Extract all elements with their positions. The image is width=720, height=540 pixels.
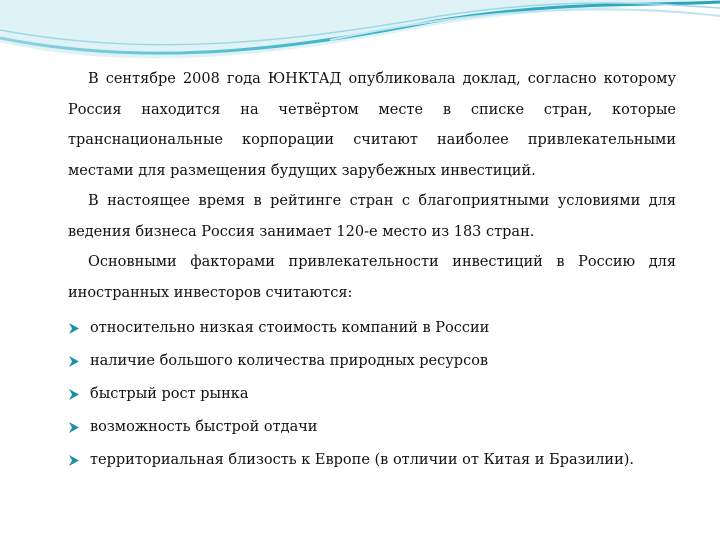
factors-list [68, 312, 676, 477]
list-item-text: наличие большого количества природных ресурсов [90, 353, 489, 369]
list-item [68, 444, 676, 477]
arrow-bullet-icon [68, 322, 80, 335]
slide-content [68, 64, 676, 477]
paragraph-unctad-report: В сентябре 2008 года ЮНКТАД опубликовала доклад, согласно которому Россия находится на четвёртом месте в списке стран, которые транснациональные корпорации считают наиболее привлекательными местами для размещения будущих зарубежных инвестиций. [68, 71, 676, 179]
list-item-text: возможность быстрой отдачи [90, 419, 318, 435]
list-item [68, 312, 676, 345]
list-item-text: быстрый рост рынка [90, 386, 249, 402]
list-item [68, 345, 676, 378]
arrow-bullet-icon [68, 421, 80, 434]
paragraph-factors-intro: Основными факторами привлекательности инвестиций в Россию для иностранных инвесторов считаются: [68, 254, 676, 301]
arrow-bullet-icon [68, 355, 80, 368]
arrow-bullet-icon [68, 388, 80, 401]
list-item-text: территориальная близость к Европе (в отличии от Китая и Бразилии). [90, 452, 635, 468]
arrow-bullet-icon [68, 454, 80, 467]
list-item-text: относительно низкая стоимость компаний в России [90, 320, 490, 336]
list-item [68, 411, 676, 444]
paragraph-business-rating: В настоящее время в рейтинге стран с благоприятными условиями для ведения бизнеса Россия занимает 120-е место из 183 стран. [68, 193, 676, 240]
list-item [68, 378, 676, 411]
